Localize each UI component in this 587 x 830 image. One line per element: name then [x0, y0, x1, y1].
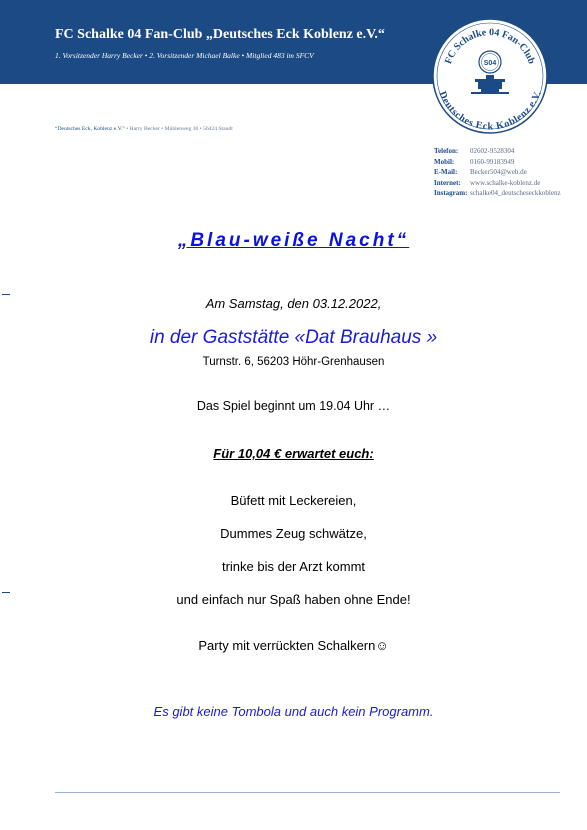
- event-start-time: Das Spiel beginnt um 19.04 Uhr …: [196, 399, 391, 413]
- contact-email: [434, 167, 561, 178]
- event-item: trinke bis der Arzt kommt: [221, 559, 366, 574]
- contact-instagram: [434, 188, 561, 199]
- event-note: Es gibt keine Tombola und auch kein Programm.: [153, 704, 434, 719]
- sender-org: “Deutsches Eck, Koblenz e.V.”: [55, 126, 125, 132]
- club-logo: [431, 17, 549, 135]
- contact-value: 0160-99183949: [470, 157, 515, 166]
- sender-address-line: [55, 126, 233, 132]
- contact-label: Instagram:: [434, 189, 468, 197]
- margin-marker: [2, 294, 10, 295]
- contact-label: E-Mail:: [434, 168, 458, 176]
- club-officers: 1. Vorsitzender Harry Becker • 2. Vorsitzender Michael Balke • Mitglied 483 im SFCV: [55, 51, 314, 60]
- contact-label: Mobil:: [434, 157, 455, 166]
- event-item: und einfach nur Spaß haben ohne Ende!: [176, 592, 411, 607]
- contact-website: [434, 178, 561, 189]
- contact-value: Becker504@web.de: [470, 168, 527, 176]
- contact-mobile: [434, 157, 561, 168]
- contact-label: Internet:: [434, 178, 461, 187]
- event-venue: in der Gaststätte «Dat Brauhaus »: [149, 327, 438, 348]
- event-party-line: Party mit verrückten Schalkern☺: [198, 638, 389, 653]
- contact-value: www.schalke-koblenz.de: [470, 178, 541, 187]
- event-address: Turnstr. 6, 56203 Höhr-Grenhausen: [202, 356, 385, 368]
- event-price: Für 10,04 € erwartet euch:: [213, 446, 374, 461]
- sender-details: • Harry Becker • Mühlenweg 30 • 56424 Staudt: [126, 126, 233, 132]
- contact-value: schalke04_deutscheseckkoblenz: [470, 189, 561, 197]
- crest-letters: S04: [483, 60, 497, 67]
- logo-bottom-text: Deutsches Eck Koblenz e.V.: [436, 89, 544, 133]
- event-title: „Blau-weiße Nacht“: [177, 230, 410, 251]
- footer-divider: [55, 792, 560, 793]
- contact-phone: [434, 146, 561, 157]
- event-item: Dummes Zeug schwätze,: [220, 526, 367, 541]
- contact-block: [434, 146, 561, 199]
- contact-label: Telefon:: [434, 147, 459, 155]
- contact-value: 02602-9528304: [470, 147, 515, 155]
- club-name: FC Schalke 04 Fan-Club „Deutsches Eck Koblenz e.V.“: [55, 27, 385, 42]
- event-date: Am Samstag, den 03.12.2022,: [205, 296, 382, 311]
- event-item: Büfett mit Leckereien,: [230, 493, 357, 508]
- logo-top-text: FC Schalke 04 Fan-Club: [443, 26, 537, 66]
- schalke-crest-icon: [479, 51, 501, 73]
